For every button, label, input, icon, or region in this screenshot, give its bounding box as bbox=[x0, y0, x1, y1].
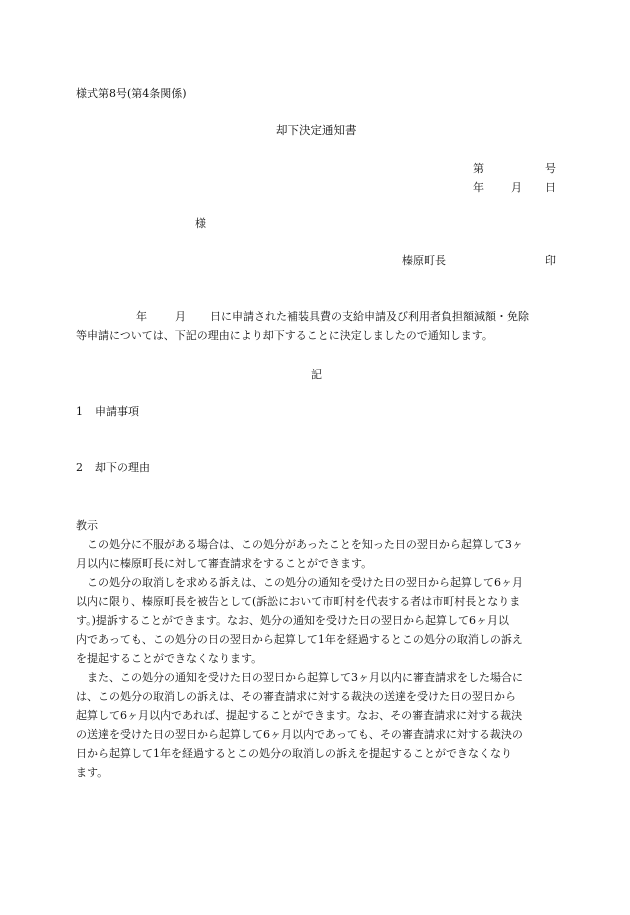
item-1-number: 1 bbox=[76, 405, 83, 418]
notice-line: は、この処分の取消しの訴えは、その審査請求に対する裁決の送達を受けた日の翌日から bbox=[76, 690, 516, 703]
notice-line: 月以内に榛原町長に対して審査請求をすることができます。 bbox=[76, 557, 373, 570]
addressee-suffix: 様 bbox=[195, 217, 206, 230]
notice-line: この処分の取消しを求める訴えは、この処分の通知を受けた日の翌日から起算して6ヶ月 bbox=[76, 576, 523, 589]
intro-year: 年 bbox=[136, 310, 147, 323]
issuer-name: 榛原町長 bbox=[402, 254, 446, 267]
intro-month: 月 bbox=[175, 310, 186, 323]
intro-day-text: 日に申請された補装具費の支給申請及び利用者負担額減額・免除 bbox=[210, 310, 529, 323]
notice-line: 内であっても、この処分の日の翌日から起算して1年を経過するとこの処分の取消しの訴え bbox=[76, 633, 523, 646]
date-day: 日 bbox=[545, 181, 556, 194]
notice-line: ます。 bbox=[76, 766, 109, 779]
notice-line: また、この処分の通知を受けた日の翌日から起算して3ヶ月以内に審査請求をした場合に bbox=[76, 671, 523, 684]
intro-line-2: 等申請については、下記の理由により却下することに決定しましたので通知します。 bbox=[76, 329, 493, 342]
doc-number-prefix: 第 bbox=[473, 162, 484, 175]
item-1-label: 申請事項 bbox=[95, 405, 139, 418]
notice-line: を提起することができなくなります。 bbox=[76, 652, 263, 665]
date-month: 月 bbox=[511, 181, 522, 194]
item-2-label: 却下の理由 bbox=[95, 461, 150, 474]
notice-line: 起算して6ヶ月以内であれば、提起することができます。なお、その審査請求に対する裁決 bbox=[76, 709, 523, 722]
notice-line: す。)提訴することができます。なお、処分の通知を受けた日の翌日から起算して6ヶ月以 bbox=[76, 614, 510, 627]
doc-number-suffix: 号 bbox=[545, 162, 556, 175]
item-2-number: 2 bbox=[76, 461, 83, 474]
ki-heading: 記 bbox=[311, 368, 322, 381]
date-year: 年 bbox=[473, 181, 484, 194]
form-number: 様式第8号(第4条関係) bbox=[76, 87, 187, 100]
notice-line: この処分に不服がある場合は、この処分があったことを知った日の翌日から起算して3ヶ bbox=[76, 538, 523, 551]
notice-line: 日から起算して1年を経過するとこの処分の取消しの訴えを提起することができなくなり bbox=[76, 747, 512, 760]
notice-line: 以内に限り、榛原町長を被告として(訴訟において市町村を代表する者は市町村長となりま bbox=[76, 595, 521, 608]
page-title: 却下決定通知書 bbox=[276, 123, 357, 137]
notice-line: の送達を受けた日の翌日から起算して6ヶ月以内であっても、その審査請求に対する裁決の bbox=[76, 728, 523, 741]
notice-heading: 教示 bbox=[76, 519, 98, 532]
issuer-seal: 印 bbox=[545, 254, 556, 267]
